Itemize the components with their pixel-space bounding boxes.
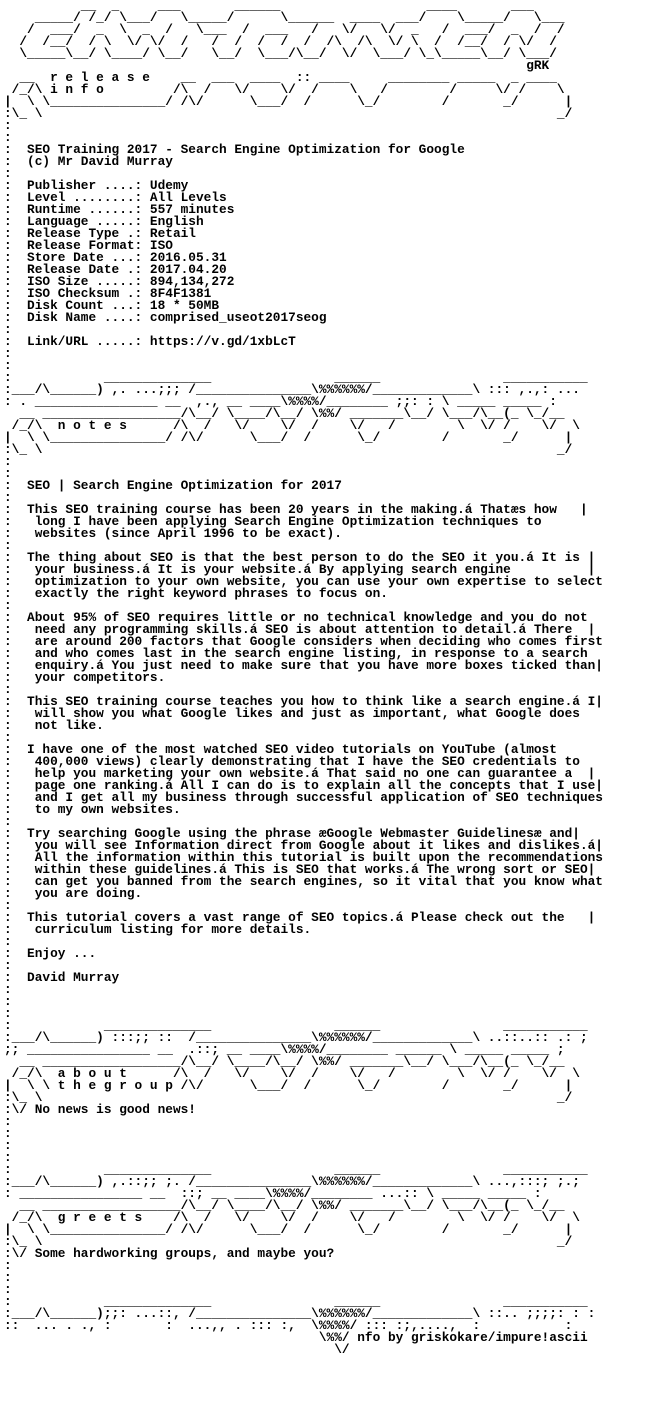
notes-paragraph: : and who comes last in the search engine listing, in response to a search bbox=[4, 646, 588, 661]
border-line: : bbox=[4, 994, 12, 1009]
notes-enjoy: : Enjoy ... bbox=[4, 946, 97, 961]
border-line: : bbox=[4, 346, 12, 361]
notes-paragraph: : curriculum listing for more details. bbox=[4, 922, 312, 937]
notes-paragraph: : enquiry.á You just need to make sure that you have more boxes ticked than| bbox=[4, 658, 603, 673]
border-line: :\_ \ _/ bbox=[4, 106, 573, 121]
notes-paragraph: : This SEO training course has been 20 years in the making.á Thatæs how | bbox=[4, 502, 588, 517]
border-line: : bbox=[4, 898, 12, 913]
border-line: : bbox=[4, 1126, 12, 1141]
release-field: : Runtime ......: 557 minutes bbox=[4, 202, 235, 217]
notes-paragraph: : need any programming skills.á SEO is about attention to detail.á There | bbox=[4, 622, 596, 637]
section-header-notes: | \ \_______________/ /\/ \___/ / \_/ / _/ | bbox=[4, 430, 573, 445]
nfo-credit: \%%/ nfo by griskokare/impure!ascii bbox=[4, 1330, 588, 1345]
notes-paragraph: : The thing about SEO is that the best person to do the SEO it you.á It is | bbox=[4, 550, 596, 565]
border-line: : bbox=[4, 538, 12, 553]
notes-paragraph: : to my own websites. bbox=[4, 802, 181, 817]
notes-paragraph: : This SEO training course teaches you how to think like a search engine.á I| bbox=[4, 694, 603, 709]
section-header-greets: | \ \_______________/ /\/ \___/ / \_/ / _/ | bbox=[4, 1222, 573, 1237]
border-line: : bbox=[4, 682, 12, 697]
border-line: : bbox=[4, 466, 12, 481]
notes-paragraph: : your competitors. bbox=[4, 670, 166, 685]
logo-line: __ _ ___ ______ ____ ___ bbox=[4, 0, 534, 13]
logo-line: \_____\__/ \____/ \__/ \__/ \___/\__/ \/ \___/ \_\_____\__/ \___/ bbox=[4, 46, 557, 61]
about-text: :\/ No news is good news! bbox=[4, 1102, 196, 1117]
border-line: : bbox=[4, 1282, 12, 1297]
notes-paragraph: : I have one of the most watched SEO video tutorials on YouTube (almost bbox=[4, 742, 557, 757]
notes-paragraph: : you are doing. bbox=[4, 886, 143, 901]
section-header-notes: /_/\ n o t e s /\ / \/ \/ / \/ / \ \/ / \/ \ bbox=[4, 418, 580, 433]
section-divider: : ______________ ______ ___________ bbox=[4, 1162, 588, 1177]
section-divider: : ______________ ______ ___________ bbox=[4, 1294, 588, 1309]
release-title: : SEO Training 2017 - Search Engine Optimization for Google bbox=[4, 142, 465, 157]
nfo-ascii-art bbox=[4, 0, 644, 1356]
section-divider: __ __________________/\__/ \____/\__/ \%%/ _______\__/ \___/\__(_ \_/__ bbox=[4, 1198, 565, 1213]
notes-heading: : SEO | Search Engine Optimization for 2017 bbox=[4, 478, 342, 493]
border-line: : bbox=[4, 454, 12, 469]
notes-paragraph: : 400,000 views) clearly demonstrating that I have the SEO credentials to bbox=[4, 754, 580, 769]
notes-paragraph: : exactly the right keyword phrases to focus on. bbox=[4, 586, 388, 601]
logo-line: _____/ /_/ \___/ \_____/ \______ ____ ___/ \_____/ \___ bbox=[4, 10, 565, 25]
notes-paragraph: : long I have been applying Search Engine Optimization techniques to bbox=[4, 514, 542, 529]
notes-paragraph: : About 95% of SEO requires little or no technical knowledge and you do not bbox=[4, 610, 588, 625]
nfo-credit-tail: \/ bbox=[4, 1342, 350, 1357]
release-field: : Release Date .: 2017.04.20 bbox=[4, 262, 227, 277]
nfo-document bbox=[4, 0, 644, 1416]
release-author: : (c) Mr David Murray bbox=[4, 154, 173, 169]
border-line: : bbox=[4, 730, 12, 745]
release-field: : Release Type .: Retail bbox=[4, 226, 196, 241]
section-divider: :___/\______) ,.::;; ;. /_______________\%%%%%%/_____________\ ...,:::; ;.; bbox=[4, 1174, 580, 1189]
border-line: : bbox=[4, 1138, 12, 1153]
border-line: : bbox=[4, 934, 12, 949]
notes-paragraph: : Try searching Google using the phrase æGoogle Webmaster Guidelinesæ and| bbox=[4, 826, 580, 841]
notes-paragraph: : page one ranking.á All I can do is to explain all the concepts that I use| bbox=[4, 778, 603, 793]
border-line: : bbox=[4, 598, 12, 613]
notes-paragraph: : help you marketing your own website.á That said no one can guarantee a | bbox=[4, 766, 596, 781]
notes-paragraph: : are around 200 factors that Google considers when deciding who comes first bbox=[4, 634, 603, 649]
border-line: : bbox=[4, 1114, 12, 1129]
notes-paragraph: : not like. bbox=[4, 718, 104, 733]
section-header-greets: /_/\ g r e e t s /\ / \/ \/ / \/ / \ \/ / \/ \ bbox=[4, 1210, 580, 1225]
section-header-release: __ r e l e a s e __ ___ ____ :: ____ ________ _____ _ ____ bbox=[4, 70, 557, 85]
border-line: : bbox=[4, 1150, 12, 1165]
section-divider: : ______________ ______ ___________ bbox=[4, 370, 588, 385]
release-field: : ISO Checksum .: 8F4F1381 bbox=[4, 286, 212, 301]
notes-paragraph: : within these guidelines.á This is SEO that works.á The wrong sort or SEO| bbox=[4, 862, 596, 877]
section-divider: __ __________________/\__/ \____/\__/ \%%/ _______\__/ \___/\__(_ \_/__ bbox=[4, 406, 565, 421]
border-line: : bbox=[4, 1270, 12, 1285]
release-field: : Release Format: ISO bbox=[4, 238, 173, 253]
release-field: : Level ........: All Levels bbox=[4, 190, 227, 205]
logo-line: / ___/ _ \ _ / \___ / ___ / \/ \/ _ / ___/ _ / / bbox=[4, 22, 565, 37]
section-divider: : ______________ ______ ___________ bbox=[4, 1018, 588, 1033]
border-line: :\_ \ _/ bbox=[4, 1234, 573, 1249]
section-header-release: | \ \_______________/ /\/ \___/ / \_/ / _/ | bbox=[4, 94, 573, 109]
notes-paragraph: : will show you what Google likes and just as important, what Google does bbox=[4, 706, 580, 721]
logo-line: / /__/ / \ \/ \/ / / / / / / /\ /\ \/ \ / /__/ / \/ / bbox=[4, 34, 557, 49]
notes-paragraph: : optimization to your own website, you can use your own expertise to select bbox=[4, 574, 603, 589]
border-line: : bbox=[4, 166, 12, 181]
section-divider: :: ... . ., : : ...,, . ::: :, \%%%%/ ::: :;,...., : : bbox=[4, 1318, 573, 1333]
border-line: : bbox=[4, 982, 12, 997]
section-header-about: | \ \ t h e g r o u p /\/ \___/ / \_/ / _/ | bbox=[4, 1078, 573, 1093]
section-divider: ;; ________________ __ .::; __ ____\%%%%/________ ______ \ _____ _____ ; bbox=[4, 1042, 565, 1057]
border-line: : bbox=[4, 1006, 12, 1021]
section-header-release: /_/\ i n f o /\ / \/ \/ / \ / / \/ / \ bbox=[4, 82, 565, 97]
section-divider: :___/\______) ,. ...;;; /_______________\%%%%%%/_____________\ ::: ,.,: ... bbox=[4, 382, 580, 397]
release-field: : Disk Name ....: comprised_useot2017seog bbox=[4, 310, 327, 325]
border-line: : bbox=[4, 1258, 12, 1273]
section-divider: :___/\______) :::;; :: /_______________\%%%%%%/_____________\ ..::..:: .: ; bbox=[4, 1030, 588, 1045]
logo-line: gRK bbox=[4, 58, 550, 73]
notes-paragraph: : and I get all my business through successful application of SEO techniques bbox=[4, 790, 603, 805]
notes-paragraph: : websites (since April 1996 to be exact). bbox=[4, 526, 342, 541]
border-line: :\_ \ _/ bbox=[4, 1090, 573, 1105]
release-field: : Publisher ....: Udemy bbox=[4, 178, 189, 193]
notes-paragraph: : you will see Information direct from Google about it likes and dislikes.á| bbox=[4, 838, 603, 853]
notes-signature: : David Murray bbox=[4, 970, 120, 985]
notes-paragraph: : All the information within this tutorial is built upon the recommendations bbox=[4, 850, 603, 865]
border-line: :\_ \ _/ bbox=[4, 442, 573, 457]
greets-text: :\/ Some hardworking groups, and maybe you? bbox=[4, 1246, 335, 1261]
border-line: : bbox=[4, 958, 12, 973]
notes-paragraph: : can get you banned from the search engines, so it vital that you know what bbox=[4, 874, 603, 889]
notes-paragraph: : your business.á It is your website.á By applying search engine | bbox=[4, 562, 596, 577]
release-link[interactable]: : Link/URL .....: https://v.gd/1xbLcT bbox=[4, 334, 296, 349]
release-field: : Language .....: English bbox=[4, 214, 204, 229]
section-divider: : ________________ __ ::; __ ____\%%%%/________ ...:: \ _____ _____ : bbox=[4, 1186, 542, 1201]
border-line: : bbox=[4, 358, 12, 373]
release-field: : Store Date ...: 2016.05.31 bbox=[4, 250, 227, 265]
release-field: : ISO Size .....: 894,134,272 bbox=[4, 274, 235, 289]
notes-paragraph: : This tutorial covers a vast range of SEO topics.á Please check out the | bbox=[4, 910, 596, 925]
section-divider: __ __________________/\__/ \____/\__/ \%%/ _______\__/ \___/\__(_ \_/__ bbox=[4, 1054, 565, 1069]
border-line: : bbox=[4, 118, 12, 133]
border-line: : bbox=[4, 130, 12, 145]
release-field: : Disk Count ...: 18 * 50MB bbox=[4, 298, 220, 313]
border-line: : bbox=[4, 814, 12, 829]
section-header-about: /_/\ a b o u t /\ / \/ \/ / \/ / \ \/ / \/ \ bbox=[4, 1066, 580, 1081]
border-line: : bbox=[4, 322, 12, 337]
section-divider: : . ________________ __ ,., __ ____\%%%%/________ ;;: : \ _____ _____ : bbox=[4, 394, 557, 409]
section-divider: :___/\______);;: ...::, /_______________\%%%%%%/_____________\ ::.. ;;;;: : : bbox=[4, 1306, 596, 1321]
border-line: : bbox=[4, 490, 12, 505]
